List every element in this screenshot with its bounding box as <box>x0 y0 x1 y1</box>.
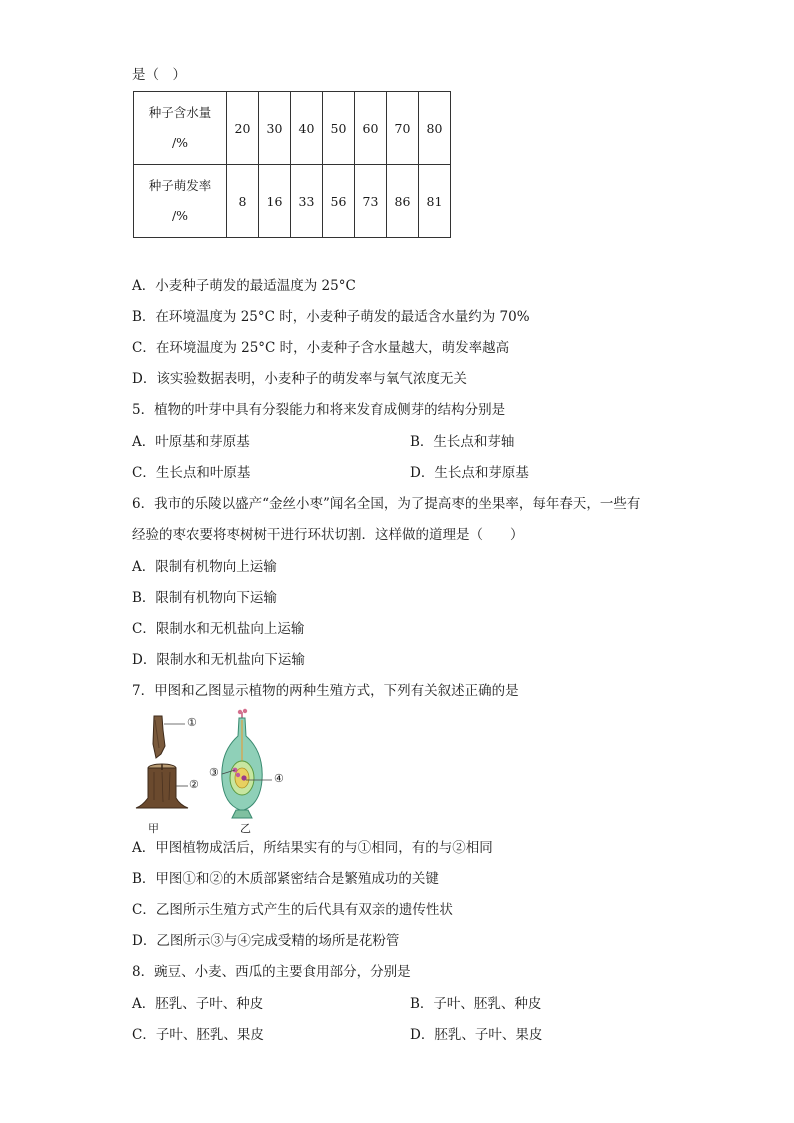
q4-option-b: B．在环境温度为 25°C 时，小麦种子萌发的最适含水量约为 70% <box>132 309 530 325</box>
q5-option-c: C．生长点和叶原基 <box>132 465 251 481</box>
q4-option-c: C．在环境温度为 25°C 时，小麦种子含水量越大，萌发率越高 <box>132 340 510 356</box>
q6-stem-line1: 6．我市的乐陵以盛产“金丝小枣”闻名全国，为了提高枣的坐果率，每年春天，一些有 <box>132 496 641 512</box>
q4-stem-tail: 是（ ） <box>132 67 186 83</box>
q6-stem-line2: 经验的枣农要将枣树树干进行环状切割．这样做的道理是（ ） <box>132 527 524 543</box>
table-cell: 80 <box>419 92 451 165</box>
table-cell: 86 <box>387 165 419 238</box>
row-header: 种子萌发率 /% <box>134 165 227 238</box>
q7-stem: 7．甲图和乙图显示植物的两种生殖方式，下列有关叙述正确的是 <box>132 683 519 699</box>
reproduction-figure <box>132 708 302 836</box>
q6-option-a: A．限制有机物向上运输 <box>132 559 277 575</box>
table-cell: 56 <box>323 165 355 238</box>
q5-option-d: D．生长点和芽原基 <box>410 465 529 481</box>
table-row-water-content <box>134 92 451 165</box>
q7-option-d: D．乙图所示③与④完成受精的场所是花粉管 <box>132 933 400 949</box>
table-cell: 40 <box>291 92 323 165</box>
table-cell: 60 <box>355 92 387 165</box>
label-4: ④ <box>274 772 284 785</box>
table-cell: 8 <box>227 165 259 238</box>
q8-option-c: C．子叶、胚乳、果皮 <box>132 1027 264 1043</box>
label-3: ③ <box>209 766 219 779</box>
table-cell: 50 <box>323 92 355 165</box>
q6-option-c: C．限制水和无机盐向上运输 <box>132 621 305 637</box>
germination-table <box>133 91 451 238</box>
stock-illustration <box>136 764 188 808</box>
q5-stem: 5．植物的叶芽中具有分裂能力和将来发育成侧芽的结构分别是 <box>132 402 506 418</box>
q7-option-c: C．乙图所示生殖方式产生的后代具有双亲的遗传性状 <box>132 902 453 918</box>
table-cell: 20 <box>227 92 259 165</box>
q5-option-b: B．生长点和芽轴 <box>410 434 515 450</box>
table-cell: 70 <box>387 92 419 165</box>
q4-option-a: A．小麦种子萌发的最适温度为 25°C <box>132 278 356 294</box>
table-cell: 73 <box>355 165 387 238</box>
q6-option-b: B．限制有机物向下运输 <box>132 590 277 606</box>
q8-option-d: D．胚乳、子叶、果皮 <box>410 1027 543 1043</box>
q8-option-b: B．子叶、胚乳、种皮 <box>410 996 542 1012</box>
q4-option-d: D．该实验数据表明，小麦种子的萌发率与氧气浓度无关 <box>132 371 467 387</box>
table-row-germination-rate <box>134 165 451 238</box>
label-1: ① <box>187 716 197 729</box>
q7-option-b: B．甲图①和②的木质部紧密结合是繁殖成功的关键 <box>132 871 439 887</box>
table-cell: 33 <box>291 165 323 238</box>
caption-yi: 乙 <box>240 822 251 835</box>
table-cell: 30 <box>259 92 291 165</box>
q7-option-a: A．甲图植物成活后，所结果实有的与①相同，有的与②相同 <box>132 840 493 856</box>
q6-option-d: D．限制水和无机盐向下运输 <box>132 652 305 668</box>
q8-stem: 8．豌豆、小麦、西瓜的主要食用部分，分别是 <box>132 964 411 980</box>
q5-option-a: A．叶原基和芽原基 <box>132 434 250 450</box>
table-cell: 16 <box>259 165 291 238</box>
table-cell: 81 <box>419 165 451 238</box>
pistil-illustration <box>222 709 272 818</box>
row-header: 种子含水量 /% <box>134 92 227 165</box>
label-2: ② <box>189 778 199 791</box>
scion-illustration <box>153 716 185 758</box>
caption-jia: 甲 <box>148 822 159 835</box>
q8-option-a: A．胚乳、子叶、种皮 <box>132 996 264 1012</box>
